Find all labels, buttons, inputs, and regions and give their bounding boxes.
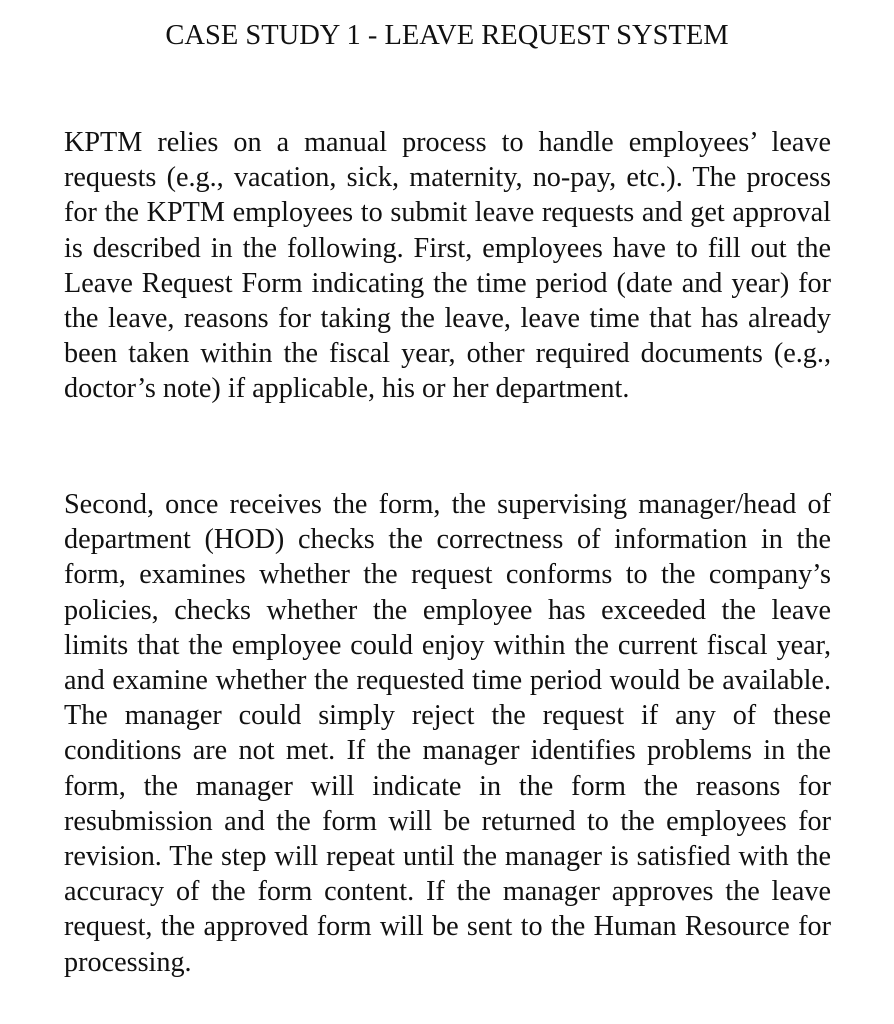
paragraph-approval-process: Second, once receives the form, the supervising manager/head of department (HOD) checks the correctness of information in the form, examines whether the request conforms to the company’s policies, checks whether the employee has exceeded the leave limits that the employee could enjoy within the current fiscal year, and examine whether the requested time period would be available. The manager could simply reject the request if any of these conditions are not met. If the manager identifies problems in the form, the manager will indicate in the form the reasons for resubmission and the form will be returned to the employees for revision. The step will repeat until the manager is satisfied with the accuracy of the form content. If the manager approves the leave request, the approved form will be sent to the Human Resource for processing. — [64, 489, 831, 978]
document-title: CASE STUDY 1 - LEAVE REQUEST SYSTEM — [165, 20, 729, 51]
paragraph-intro: KPTM relies on a manual process to handle employees’ leave requests (e.g., vacation, sick, maternity, no-pay, etc.). The process for the KPTM employees to submit leave requests and get approval is described in the following. First, employees have to fill out the Leave Request Form indicating the time period (date and year) for the leave, reasons for taking the leave, leave time that has already been taken within the fiscal year, other required documents (e.g., doctor’s note) if applicable, his or her department. — [64, 127, 831, 405]
